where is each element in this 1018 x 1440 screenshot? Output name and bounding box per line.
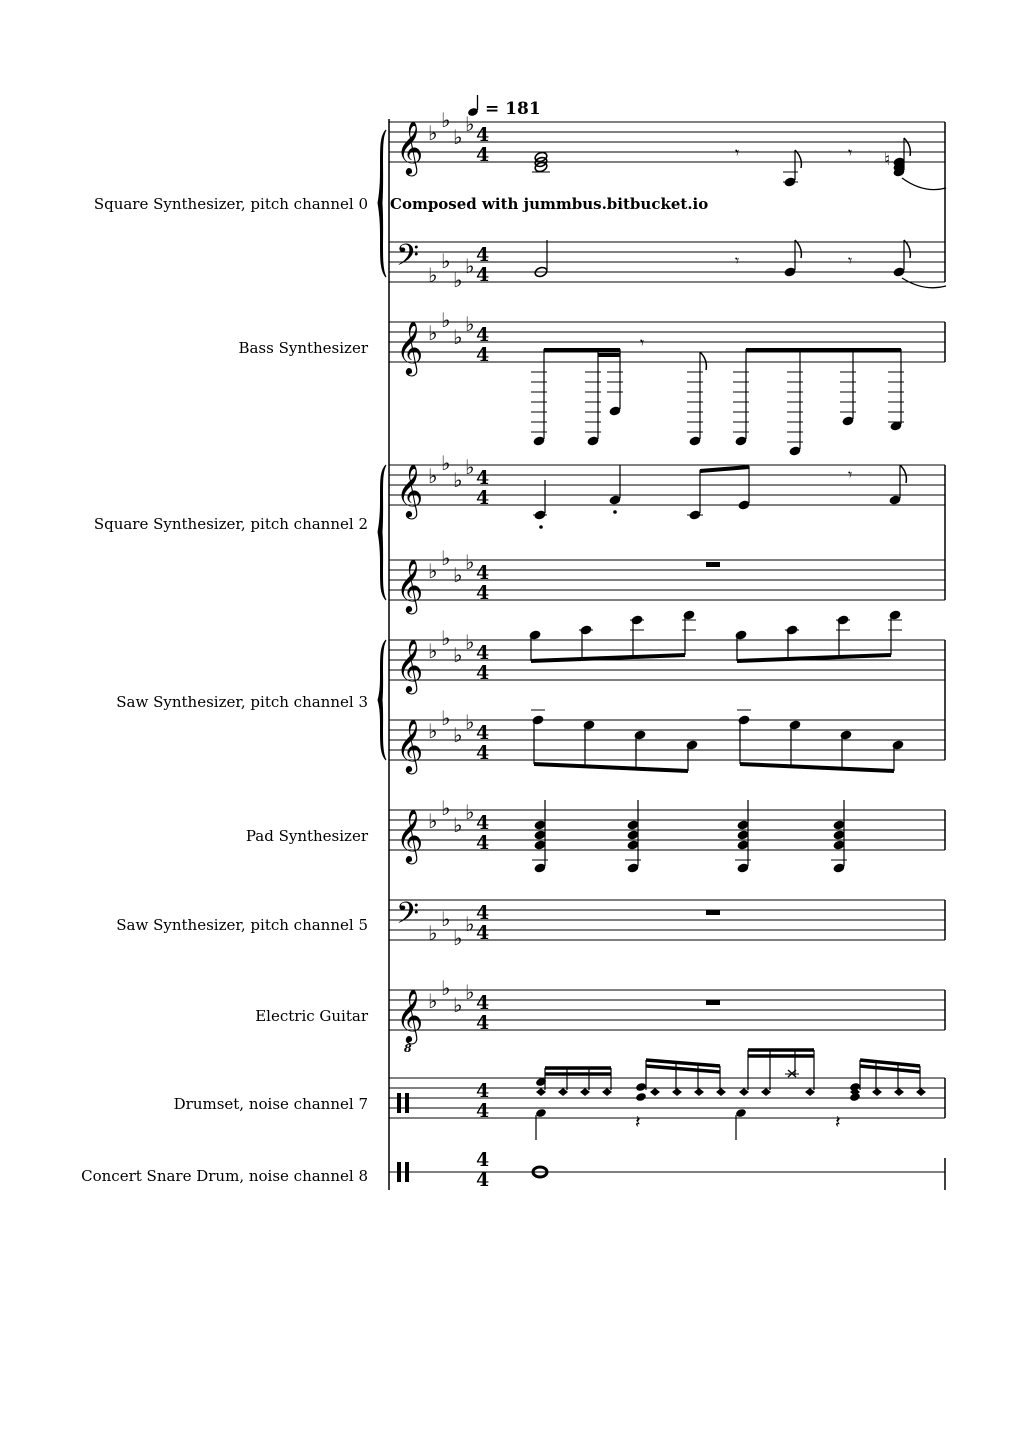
svg-text:♭: ♭ [428,559,438,583]
svg-text:♭: ♭ [465,550,475,574]
svg-text:4: 4 [476,722,490,744]
key-signature [428,626,474,667]
time-signature [476,244,489,286]
treble-clef-icon: 𝄞 [396,463,424,517]
treble-clef-icon: 𝄞 [396,120,424,174]
svg-text:♭: ♭ [441,308,451,332]
instrument-label-1: Bass Synthesizer [238,339,368,357]
treble-clef-icon: 𝄞 [396,558,424,612]
brace-icon [378,640,386,760]
svg-text:♭: ♭ [428,921,438,945]
svg-text:4: 4 [476,1080,490,1102]
svg-text:4: 4 [476,902,490,924]
whole-rest-icon [706,1000,720,1005]
rest-icon: 𝄾 [848,251,853,270]
svg-text:♭: ♭ [441,706,451,730]
instrument-label-2: Square Synthesizer, pitch channel 2 [93,515,368,533]
svg-text:♭: ♭ [465,800,475,824]
svg-text:♭: ♭ [441,796,451,820]
svg-text:♭: ♭ [441,108,451,132]
treble-clef-icon: 𝄞 [396,320,424,374]
svg-text:4: 4 [476,1149,490,1171]
time-signature [476,902,489,944]
svg-text:♭: ♭ [465,630,475,654]
key-signature [428,308,474,349]
note [783,150,801,188]
time-signature [476,467,489,509]
svg-text:♭: ♭ [465,980,475,1004]
svg-text:♭: ♭ [428,809,438,833]
svg-text:♭: ♭ [453,563,463,587]
key-signature [428,976,474,1017]
treble-clef-icon: 𝄞 [396,718,424,772]
svg-text:♭: ♭ [465,312,475,336]
svg-text:4: 4 [476,1100,490,1122]
chord [532,151,550,173]
svg-text:♭: ♭ [453,926,463,950]
svg-text:♭: ♭ [453,723,463,747]
rest-icon: 𝄾 [735,143,740,162]
instrument-label-8: Concert Snare Drum, noise channel 8 [81,1167,368,1185]
svg-text:♭: ♭ [441,451,451,475]
instrument-label-6: Electric Guitar [255,1007,368,1025]
svg-text:♭: ♭ [465,912,475,936]
svg-text:4: 4 [476,1169,490,1191]
svg-text:♭: ♭ [441,976,451,1000]
rest-icon: 𝄾 [848,465,853,484]
svg-text:♭: ♭ [453,325,463,349]
rest-icon: 𝄽 [635,1112,641,1133]
svg-text:♭: ♭ [465,710,475,734]
drum-notes [535,1050,926,1140]
pad-chords [532,800,847,874]
treble-clef-icon: 𝄞 [396,988,424,1042]
instrument-label-5: Saw Synthesizer, pitch channel 5 [116,916,368,934]
svg-text:♭: ♭ [441,626,451,650]
svg-text:♭: ♭ [428,989,438,1013]
svg-text:4: 4 [476,812,490,834]
svg-text:♭: ♭ [453,643,463,667]
bass-clef-icon: 𝄢 [396,897,420,938]
svg-text:4: 4 [476,324,490,346]
svg-text:4: 4 [476,344,490,366]
instrument-label-4: Pad Synthesizer [245,827,368,845]
arpeggio-up-notes [528,609,902,661]
note [892,240,946,288]
octave-mark: 8 [404,1042,412,1055]
svg-text:♭: ♭ [428,639,438,663]
instrument-label-7: Drumset, noise channel 7 [173,1095,368,1113]
time-signature [476,642,489,684]
svg-text:4: 4 [476,467,490,489]
tempo-value: = 181 [485,99,541,119]
svg-text:♭: ♭ [465,112,475,136]
time-signature [476,1149,489,1191]
time-signature [476,324,489,366]
svg-text:4: 4 [476,742,490,764]
key-signature [428,796,474,837]
time-signature [476,562,489,604]
tempo-marking [467,95,541,119]
svg-text:♭: ♭ [428,121,438,145]
rest-icon: 𝄾 [848,143,853,162]
time-signature [476,812,489,854]
svg-text:4: 4 [476,487,490,509]
natural-icon: ♮ [884,150,891,170]
rest-icon: 𝄾 [735,251,740,270]
key-signature [428,907,474,950]
svg-text:4: 4 [476,1012,490,1034]
svg-text:♭: ♭ [441,249,451,273]
treble-clef-icon: 𝄞 [396,638,424,692]
staff-concert-snare [389,1158,945,1190]
svg-text:4: 4 [476,922,490,944]
whole-rest-icon [706,910,720,915]
svg-text:4: 4 [476,582,490,604]
svg-text:4: 4 [476,662,490,684]
svg-text:♭: ♭ [441,907,451,931]
svg-text:♭: ♭ [428,263,438,287]
percussion-clef-icon [397,1093,409,1113]
svg-text:4: 4 [476,144,490,166]
svg-text:♭: ♭ [453,993,463,1017]
key-signature [428,546,474,587]
svg-text:♭: ♭ [453,813,463,837]
brace-icon [378,130,386,277]
svg-text:4: 4 [476,124,490,146]
chord [884,138,946,190]
instrument-label-0: Square Synthesizer, pitch channel 0 [93,195,368,213]
rest-icon: 𝄽 [835,1112,841,1133]
svg-text:4: 4 [476,642,490,664]
time-signature [476,722,489,764]
instrument-label-3: Saw Synthesizer, pitch channel 3 [116,693,368,711]
time-signature [476,1080,489,1122]
svg-text:♭: ♭ [441,546,451,570]
bass-clef-icon: 𝄢 [396,239,420,280]
svg-text:4: 4 [476,264,490,286]
time-signature [476,124,489,166]
svg-text:♭: ♭ [453,125,463,149]
brace-icon [378,465,386,600]
key-signature [428,451,474,492]
svg-text:♭: ♭ [465,455,475,479]
bass-line-notes [531,349,904,457]
key-signature [428,249,474,292]
svg-text:4: 4 [476,562,490,584]
svg-text:4: 4 [476,244,490,266]
rest-icon: 𝄾 [640,333,645,352]
svg-text:♭: ♭ [453,268,463,292]
treble-clef-icon: 𝄞 [396,808,424,862]
svg-text:4: 4 [476,832,490,854]
svg-text:4: 4 [476,992,490,1014]
svg-text:♭: ♭ [465,254,475,278]
svg-text:♭: ♭ [428,719,438,743]
whole-rest-icon [706,562,720,567]
key-signature [428,108,474,149]
svg-text:♭: ♭ [428,321,438,345]
time-signature [476,992,489,1034]
svg-text:♭: ♭ [453,468,463,492]
credit-text: Composed with jummbus.bitbucket.io [390,195,709,213]
svg-text:♭: ♭ [428,464,438,488]
staff-drumset [389,1078,945,1118]
key-signature [428,706,474,747]
